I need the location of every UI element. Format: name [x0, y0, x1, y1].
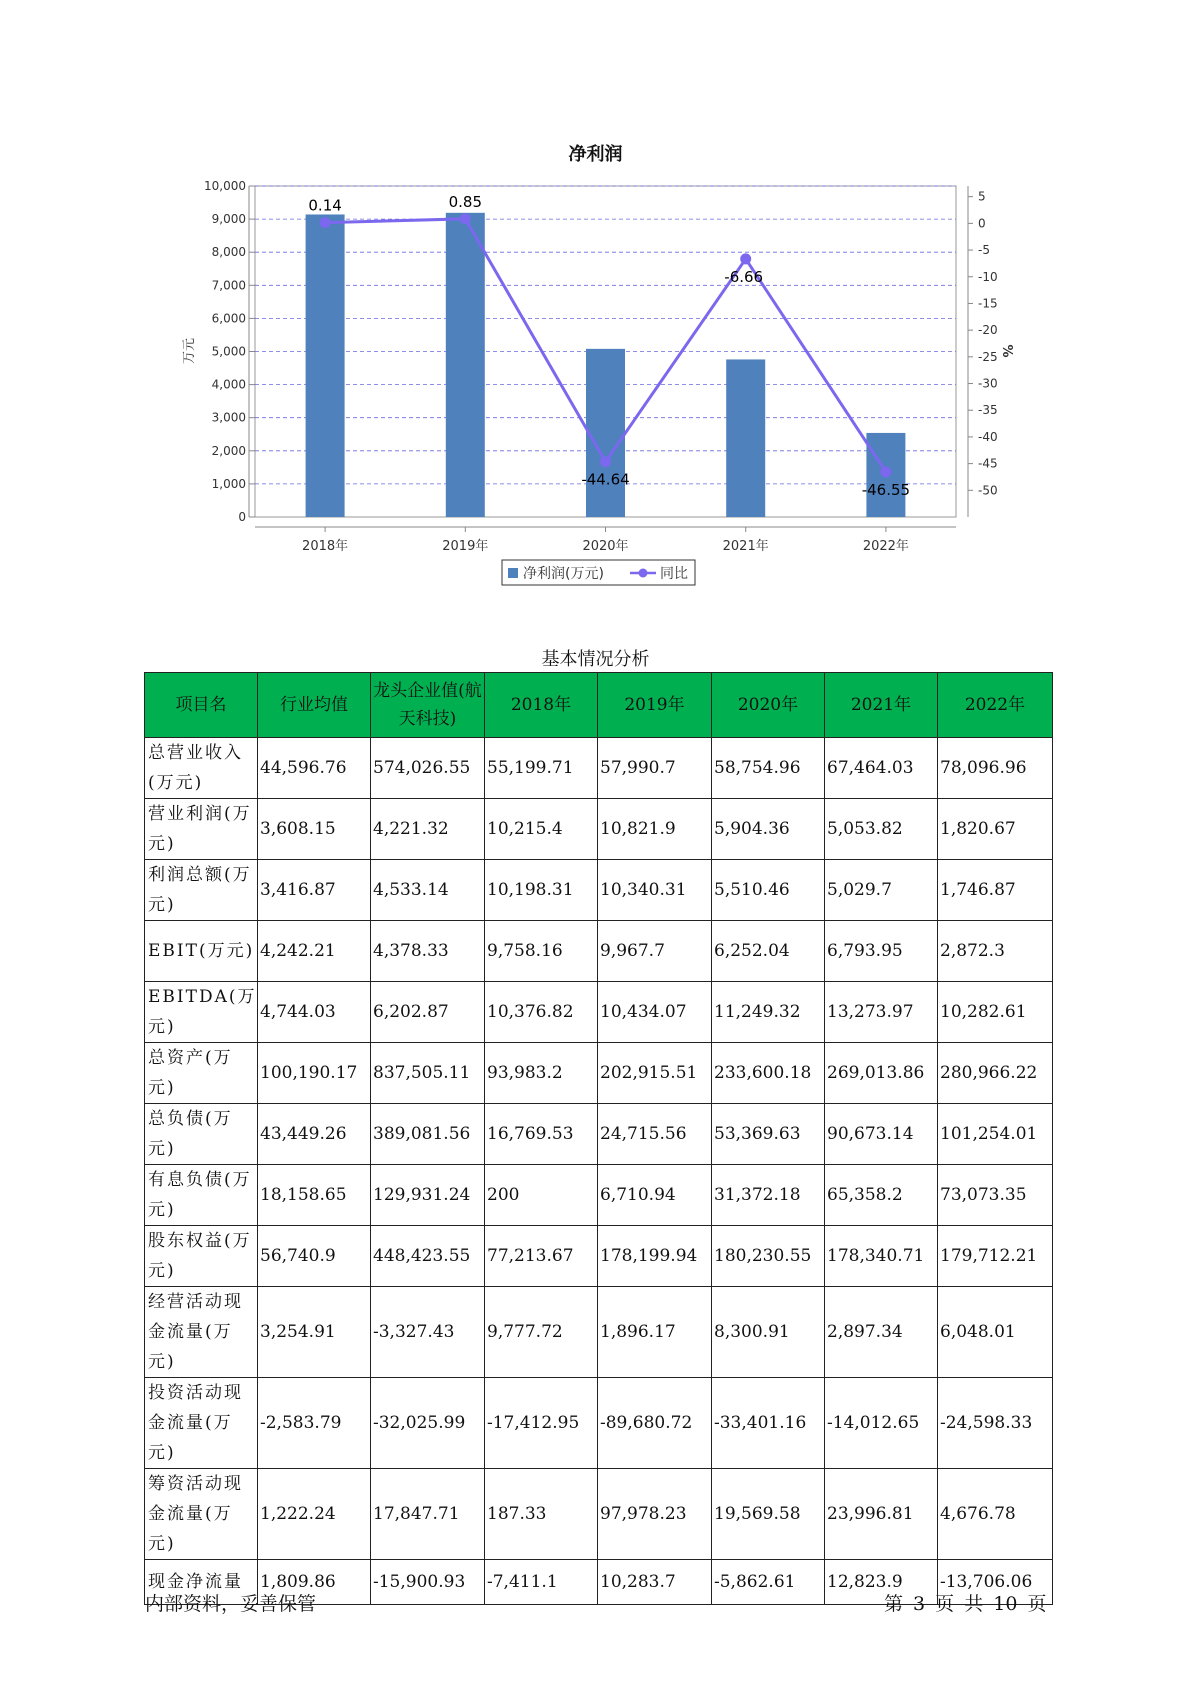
left-tick-label: 7,000 — [211, 278, 246, 293]
value-cell: 4,533.14 — [371, 860, 485, 921]
value-cell: 4,378.33 — [371, 921, 485, 982]
value-cell: 5,029.7 — [825, 860, 938, 921]
value-cell: 3,416.87 — [258, 860, 371, 921]
value-cell: 6,252.04 — [712, 921, 825, 982]
value-cell: 233,600.18 — [712, 1043, 825, 1104]
row-label-cell: EBIT(万元) — [145, 921, 258, 982]
value-cell: 574,026.55 — [371, 738, 485, 799]
yoy-data-label: -44.64 — [581, 470, 630, 489]
yoy-data-label: 0.85 — [448, 192, 483, 211]
left-tick-label: 8,000 — [211, 245, 246, 260]
value-cell: 202,915.51 — [598, 1043, 712, 1104]
value-cell: 3,254.91 — [258, 1287, 371, 1378]
value-cell: 2,897.34 — [825, 1287, 938, 1378]
value-cell: 10,376.82 — [485, 982, 598, 1043]
value-cell: 6,793.95 — [825, 921, 938, 982]
x-tick-label: 2019年 — [442, 539, 489, 554]
value-cell: -89,680.72 — [598, 1378, 712, 1469]
value-cell: -13,706.06 — [938, 1560, 1053, 1605]
value-cell: 55,199.71 — [485, 738, 598, 799]
value-cell: 13,273.97 — [825, 982, 938, 1043]
right-tick-label: -40 — [978, 429, 998, 444]
value-cell: 269,013.86 — [825, 1043, 938, 1104]
header-cell: 2021年 — [825, 673, 938, 738]
right-tick-label: -45 — [978, 456, 998, 471]
right-tick-label: 0 — [978, 216, 986, 231]
value-cell: 12,823.9 — [825, 1560, 938, 1605]
value-cell: 10,821.9 — [598, 799, 712, 860]
value-cell: 10,282.61 — [938, 982, 1053, 1043]
value-cell: 1,820.67 — [938, 799, 1053, 860]
table-row — [145, 860, 1053, 921]
value-cell: 837,505.11 — [371, 1043, 485, 1104]
value-cell: 2,872.3 — [938, 921, 1053, 982]
value-cell: 448,423.55 — [371, 1226, 485, 1287]
value-cell: 77,213.67 — [485, 1226, 598, 1287]
row-label-cell: 股东权益(万元) — [145, 1226, 258, 1287]
value-cell: 1,222.24 — [258, 1469, 371, 1560]
bar-net-profit — [586, 349, 625, 517]
value-cell: 101,254.01 — [938, 1104, 1053, 1165]
value-cell: -32,025.99 — [371, 1378, 485, 1469]
value-cell: -2,583.79 — [258, 1378, 371, 1469]
right-axis-title: % — [999, 344, 1014, 358]
row-label-cell: 投资活动现金流量(万元) — [145, 1378, 258, 1469]
chart-svg — [0, 0, 1191, 600]
value-cell: 73,073.35 — [938, 1165, 1053, 1226]
x-tick-label: 2021年 — [722, 539, 769, 554]
row-label-cell: EBITDA(万元) — [145, 982, 258, 1043]
value-cell: 53,369.63 — [712, 1104, 825, 1165]
value-cell: 179,712.21 — [938, 1226, 1053, 1287]
table-row — [145, 799, 1053, 860]
left-tick-label: 2,000 — [211, 443, 246, 458]
left-tick-label: 1,000 — [211, 476, 246, 491]
value-cell: 19,569.58 — [712, 1469, 825, 1560]
value-cell: 90,673.14 — [825, 1104, 938, 1165]
yoy-point — [460, 213, 471, 224]
row-label-cell: 总资产(万元) — [145, 1043, 258, 1104]
value-cell: 4,676.78 — [938, 1469, 1053, 1560]
right-tick-label: -15 — [978, 296, 998, 311]
left-tick-label: 6,000 — [211, 311, 246, 326]
table-row — [145, 1287, 1053, 1378]
value-cell: 280,966.22 — [938, 1043, 1053, 1104]
legend-line-marker — [639, 569, 648, 578]
table-row — [145, 921, 1053, 982]
legend-bar-swatch — [508, 568, 518, 578]
value-cell: 5,510.46 — [712, 860, 825, 921]
table-row — [145, 982, 1053, 1043]
value-cell: 187.33 — [485, 1469, 598, 1560]
value-cell: 65,358.2 — [825, 1165, 938, 1226]
x-tick-label: 2020年 — [582, 539, 629, 554]
right-tick-label: -35 — [978, 403, 998, 418]
right-tick-label: -30 — [978, 376, 998, 391]
value-cell: 10,283.7 — [598, 1560, 712, 1605]
value-cell: -3,327.43 — [371, 1287, 485, 1378]
value-cell: 1,809.86 — [258, 1560, 371, 1605]
value-cell: 10,434.07 — [598, 982, 712, 1043]
value-cell: 178,340.71 — [825, 1226, 938, 1287]
value-cell: 9,967.7 — [598, 921, 712, 982]
value-cell: 9,758.16 — [485, 921, 598, 982]
value-cell: 57,990.7 — [598, 738, 712, 799]
value-cell: -5,862.61 — [712, 1560, 825, 1605]
left-tick-label: 9,000 — [211, 212, 246, 227]
row-label-cell: 有息负债(万元) — [145, 1165, 258, 1226]
x-tick-label: 2022年 — [862, 539, 909, 554]
value-cell: 6,202.87 — [371, 982, 485, 1043]
left-tick-label: 3,000 — [211, 410, 246, 425]
value-cell: 1,896.17 — [598, 1287, 712, 1378]
yoy-point — [740, 253, 751, 264]
value-cell: -15,900.93 — [371, 1560, 485, 1605]
header-cell: 2019年 — [598, 673, 712, 738]
row-label-cell: 现金净流量 — [145, 1560, 258, 1605]
row-label-cell: 利润总额(万元) — [145, 860, 258, 921]
right-tick-label: 5 — [978, 189, 986, 204]
value-cell: 5,053.82 — [825, 799, 938, 860]
table-row — [145, 1104, 1053, 1165]
value-cell: 180,230.55 — [712, 1226, 825, 1287]
value-cell: 3,608.15 — [258, 799, 371, 860]
row-label-cell: 筹资活动现金流量(万元) — [145, 1469, 258, 1560]
basic-analysis-table — [144, 672, 1053, 1605]
net-profit-chart — [0, 0, 1191, 600]
value-cell: 6,048.01 — [938, 1287, 1053, 1378]
table-caption: 基本情况分析 — [541, 649, 650, 670]
header-cell: 行业均值 — [258, 673, 371, 738]
yoy-point — [320, 217, 331, 228]
header-cell: 2018年 — [485, 673, 598, 738]
value-cell: 44,596.76 — [258, 738, 371, 799]
bar-net-profit — [726, 359, 765, 517]
value-cell: 23,996.81 — [825, 1469, 938, 1560]
table-row — [145, 1226, 1053, 1287]
table-header-row — [145, 673, 1053, 738]
value-cell: 97,978.23 — [598, 1469, 712, 1560]
header-cell: 2022年 — [938, 673, 1053, 738]
value-cell: 200 — [485, 1165, 598, 1226]
value-cell: 78,096.96 — [938, 738, 1053, 799]
bar-net-profit — [306, 214, 345, 517]
header-cell: 项目名 — [145, 673, 258, 738]
value-cell: 9,777.72 — [485, 1287, 598, 1378]
value-cell: 129,931.24 — [371, 1165, 485, 1226]
table-row — [145, 1378, 1053, 1469]
chart-title: 净利润 — [568, 144, 623, 165]
row-label-cell: 总负债(万元) — [145, 1104, 258, 1165]
legend-label-yoy: 同比 — [660, 566, 688, 582]
value-cell: 6,710.94 — [598, 1165, 712, 1226]
row-label-cell: 营业利润(万元) — [145, 799, 258, 860]
value-cell: 18,158.65 — [258, 1165, 371, 1226]
value-cell: 4,744.03 — [258, 982, 371, 1043]
value-cell: -7,411.1 — [485, 1560, 598, 1605]
value-cell: 58,754.96 — [712, 738, 825, 799]
yoy-point — [600, 456, 611, 467]
left-tick-label: 10,000 — [204, 179, 246, 193]
value-cell: 16,769.53 — [485, 1104, 598, 1165]
value-cell: 4,242.21 — [258, 921, 371, 982]
value-cell: 17,847.71 — [371, 1469, 485, 1560]
value-cell: 56,740.9 — [258, 1226, 371, 1287]
footer-confidential-note: 内部资料，妥善保管 — [145, 1593, 317, 1615]
row-label-cell: 总营业收入(万元) — [145, 738, 258, 799]
value-cell: -24,598.33 — [938, 1378, 1053, 1469]
left-tick-label: 5,000 — [211, 344, 246, 359]
value-cell: 178,199.94 — [598, 1226, 712, 1287]
value-cell: 11,249.32 — [712, 982, 825, 1043]
value-cell: 43,449.26 — [258, 1104, 371, 1165]
value-cell: -17,412.95 — [485, 1378, 598, 1469]
row-label-cell: 经营活动现金流量(万元) — [145, 1287, 258, 1378]
right-tick-label: -25 — [978, 349, 998, 364]
value-cell: 10,340.31 — [598, 860, 712, 921]
right-tick-label: -20 — [978, 323, 998, 338]
table-row — [145, 1043, 1053, 1104]
table-row — [145, 738, 1053, 799]
header-cell: 龙头企业值(航天科技) — [371, 673, 485, 738]
footer-page-number: 第 3 页 共 10 页 — [884, 1593, 1047, 1615]
value-cell: 31,372.18 — [712, 1165, 825, 1226]
value-cell: 24,715.56 — [598, 1104, 712, 1165]
value-cell: 1,746.87 — [938, 860, 1053, 921]
left-axis-title: 万元 — [182, 337, 197, 365]
value-cell: 10,198.31 — [485, 860, 598, 921]
x-tick-label: 2018年 — [302, 539, 349, 554]
value-cell: 67,464.03 — [825, 738, 938, 799]
value-cell: 8,300.91 — [712, 1287, 825, 1378]
left-tick-label: 4,000 — [211, 377, 246, 392]
right-tick-label: -50 — [978, 483, 998, 498]
yoy-point — [880, 466, 891, 477]
value-cell: 5,904.36 — [712, 799, 825, 860]
value-cell: -33,401.16 — [712, 1378, 825, 1469]
yoy-data-label: 0.14 — [308, 196, 342, 215]
table-row — [145, 1165, 1053, 1226]
value-cell: 389,081.56 — [371, 1104, 485, 1165]
header-cell: 2020年 — [712, 673, 825, 738]
yoy-data-label: -46.55 — [861, 480, 911, 499]
value-cell: 93,983.2 — [485, 1043, 598, 1104]
legend-label-net-profit: 净利润(万元) — [523, 566, 604, 582]
yoy-data-label: -6.66 — [724, 267, 764, 286]
bar-net-profit — [446, 213, 485, 517]
value-cell: -14,012.65 — [825, 1378, 938, 1469]
right-tick-label: -10 — [978, 269, 998, 284]
table-row — [145, 1469, 1053, 1560]
left-tick-label: 0 — [238, 510, 246, 524]
right-tick-label: -5 — [978, 243, 990, 258]
value-cell: 4,221.32 — [371, 799, 485, 860]
value-cell: 10,215.4 — [485, 799, 598, 860]
value-cell: 100,190.17 — [258, 1043, 371, 1104]
